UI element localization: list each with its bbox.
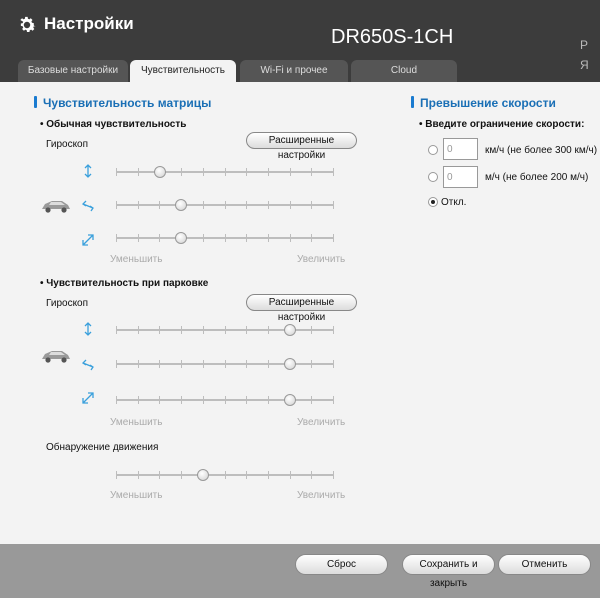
slider-tick bbox=[138, 360, 139, 368]
slider-tick bbox=[116, 360, 117, 368]
parking-sensitivity-heading: • Чувствительность при парковке bbox=[40, 278, 209, 289]
car-icon bbox=[40, 348, 72, 364]
decrease-label: Уменьшить bbox=[110, 490, 163, 501]
cut-off-text: P bbox=[580, 38, 589, 52]
slider-tick bbox=[333, 168, 334, 176]
slider-tick bbox=[116, 168, 117, 176]
slider-tick bbox=[290, 201, 291, 209]
slider-tick bbox=[311, 396, 312, 404]
normal-sensitivity-heading: • Обычная чувствительность bbox=[40, 119, 187, 130]
horizontal-axis-icon bbox=[81, 199, 95, 213]
slider-tick bbox=[181, 396, 182, 404]
slider-tick bbox=[159, 234, 160, 242]
slider-tick bbox=[290, 471, 291, 479]
slider-thumb[interactable] bbox=[175, 232, 187, 244]
advanced-settings-button[interactable]: Расширенные настройки bbox=[246, 132, 357, 149]
parking-horizontal-slider[interactable] bbox=[116, 358, 334, 370]
section-title-speed: Превышение скорости bbox=[420, 96, 556, 110]
slider-tick bbox=[203, 168, 204, 176]
save-and-close-button[interactable]: Сохранить и закрыть bbox=[402, 554, 495, 575]
slider-tick bbox=[116, 471, 117, 479]
tab-basic-settings[interactable]: Базовые настройки bbox=[18, 60, 128, 82]
section-marker bbox=[411, 96, 414, 108]
horizontal-axis-icon bbox=[81, 358, 95, 372]
diagonal-axis-icon bbox=[81, 233, 95, 247]
slider-tick bbox=[246, 396, 247, 404]
speed-kmh-input[interactable] bbox=[443, 138, 478, 160]
normal-vertical-slider[interactable] bbox=[116, 166, 334, 178]
slider-tick bbox=[138, 396, 139, 404]
cancel-button[interactable]: Отменить bbox=[498, 554, 591, 575]
motion-detection-label: Обнаружение движения bbox=[46, 442, 159, 453]
vertical-axis-icon bbox=[81, 322, 95, 336]
vertical-axis-icon bbox=[81, 164, 95, 178]
slider-tick bbox=[311, 360, 312, 368]
app-title: Настройки bbox=[44, 14, 134, 33]
slider-tick bbox=[225, 360, 226, 368]
footer-bar bbox=[0, 544, 600, 598]
slider-tick bbox=[268, 234, 269, 242]
slider-tick bbox=[333, 326, 334, 334]
increase-label: Увеличить bbox=[297, 417, 346, 428]
slider-tick bbox=[225, 201, 226, 209]
slider-tick bbox=[181, 471, 182, 479]
slider-tick bbox=[333, 396, 334, 404]
slider-tick bbox=[138, 201, 139, 209]
sensitivity-panel bbox=[0, 82, 600, 544]
slider-thumb[interactable] bbox=[197, 469, 209, 481]
slider-tick bbox=[159, 360, 160, 368]
slider-thumb[interactable] bbox=[175, 199, 187, 211]
slider-tick bbox=[333, 234, 334, 242]
slider-tick bbox=[138, 326, 139, 334]
slider-tick bbox=[116, 234, 117, 242]
radio-mph[interactable] bbox=[428, 172, 438, 182]
slider-tick bbox=[203, 360, 204, 368]
slider-tick bbox=[116, 396, 117, 404]
slider-tick bbox=[246, 360, 247, 368]
slider-tick bbox=[268, 396, 269, 404]
slider-thumb[interactable] bbox=[284, 358, 296, 370]
slider-tick bbox=[159, 396, 160, 404]
slider-tick bbox=[203, 234, 204, 242]
slider-tick bbox=[311, 168, 312, 176]
slider-tick bbox=[333, 360, 334, 368]
slider-tick bbox=[311, 471, 312, 479]
parking-diagonal-slider[interactable] bbox=[116, 394, 334, 406]
reset-button[interactable]: Сброс bbox=[295, 554, 388, 575]
slider-tick bbox=[246, 201, 247, 209]
gyro-label: Гироскоп bbox=[46, 139, 89, 150]
slider-tick bbox=[116, 326, 117, 334]
slider-tick bbox=[203, 396, 204, 404]
slider-tick bbox=[181, 326, 182, 334]
slider-tick bbox=[311, 234, 312, 242]
decrease-label: Уменьшить bbox=[110, 254, 163, 265]
slider-thumb[interactable] bbox=[284, 324, 296, 336]
cut-off-text: Я bbox=[580, 58, 589, 72]
tab-wifi-other[interactable]: Wi-Fi и прочее bbox=[240, 60, 348, 82]
slider-tick bbox=[268, 360, 269, 368]
parking-vertical-slider[interactable] bbox=[116, 324, 334, 336]
slider-tick bbox=[225, 396, 226, 404]
tab-cloud[interactable]: Cloud bbox=[351, 60, 457, 82]
slider-tick bbox=[225, 234, 226, 242]
slider-tick bbox=[246, 168, 247, 176]
slider-tick bbox=[225, 326, 226, 334]
slider-tick bbox=[246, 471, 247, 479]
speed-limit-prompt: • Введите ограничение скорости: bbox=[419, 119, 585, 130]
slider-tick bbox=[203, 201, 204, 209]
slider-tick bbox=[159, 326, 160, 334]
slider-tick bbox=[225, 168, 226, 176]
radio-kmh[interactable] bbox=[428, 145, 438, 155]
slider-tick bbox=[203, 326, 204, 334]
slider-tick bbox=[138, 234, 139, 242]
slider-thumb[interactable] bbox=[154, 166, 166, 178]
parking-advanced-settings-button[interactable]: Расширенные настройки bbox=[246, 294, 357, 311]
slider-tick bbox=[268, 471, 269, 479]
slider-tick bbox=[333, 471, 334, 479]
kmh-unit-label: км/ч (не более 300 км/ч) bbox=[485, 145, 598, 156]
slider-tick bbox=[268, 201, 269, 209]
slider-tick bbox=[246, 234, 247, 242]
slider-tick bbox=[159, 201, 160, 209]
tab-sensitivity[interactable]: Чувствительность bbox=[130, 60, 236, 84]
normal-horizontal-slider[interactable] bbox=[116, 199, 334, 211]
slider-tick bbox=[138, 168, 139, 176]
slider-tick bbox=[290, 168, 291, 176]
section-title-sensitivity: Чувствительность матрицы bbox=[43, 96, 212, 110]
diagonal-axis-icon bbox=[81, 391, 95, 405]
motion-detection-slider[interactable] bbox=[116, 469, 334, 481]
car-icon bbox=[40, 198, 72, 214]
slider-tick bbox=[268, 168, 269, 176]
gyro-label: Гироскоп bbox=[46, 298, 89, 309]
slider-tick bbox=[311, 326, 312, 334]
slider-tick bbox=[246, 326, 247, 334]
slider-thumb[interactable] bbox=[284, 394, 296, 406]
normal-diagonal-slider[interactable] bbox=[116, 232, 334, 244]
mph-unit-label: м/ч (не более 200 м/ч) bbox=[485, 172, 589, 183]
increase-label: Увеличить bbox=[297, 254, 346, 265]
radio-off[interactable] bbox=[428, 197, 438, 207]
section-marker bbox=[34, 96, 37, 108]
speed-mph-input[interactable] bbox=[443, 166, 478, 188]
slider-tick bbox=[181, 168, 182, 176]
slider-tick bbox=[138, 471, 139, 479]
slider-tick bbox=[290, 234, 291, 242]
gear-icon bbox=[16, 14, 38, 36]
slider-tick bbox=[225, 471, 226, 479]
slider-tick bbox=[268, 326, 269, 334]
slider-tick bbox=[181, 360, 182, 368]
slider-tick bbox=[311, 201, 312, 209]
slider-tick bbox=[159, 471, 160, 479]
decrease-label: Уменьшить bbox=[110, 417, 163, 428]
off-label: Откл. bbox=[441, 197, 467, 208]
slider-tick bbox=[333, 201, 334, 209]
title-bar bbox=[0, 0, 600, 84]
increase-label: Увеличить bbox=[297, 490, 346, 501]
device-model: DR650S-1CH bbox=[331, 26, 454, 48]
slider-tick bbox=[116, 201, 117, 209]
